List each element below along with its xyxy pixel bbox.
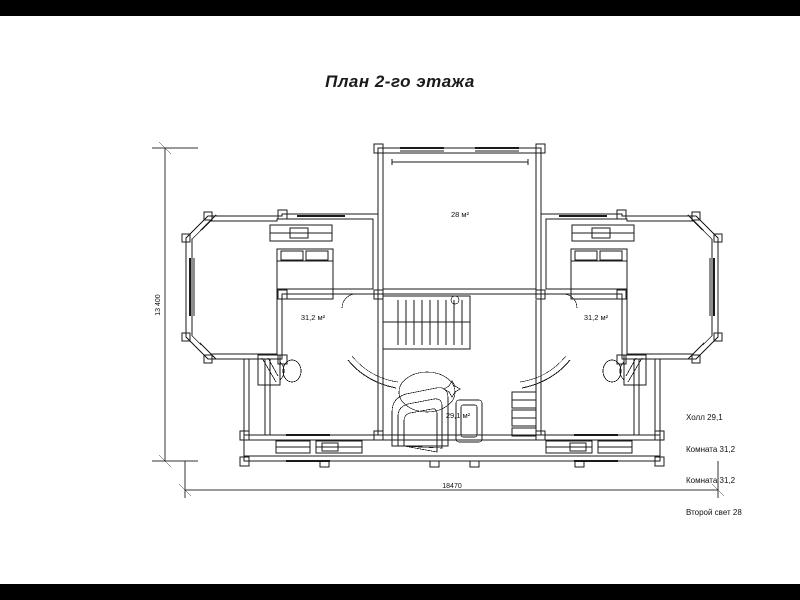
left-wing-walls (186, 214, 378, 359)
legend-line-hall: Холл 29,1 (686, 413, 723, 422)
lower-block-walls (244, 359, 660, 461)
legend-line-room-1: Комната 31,2 (686, 444, 736, 454)
bed-right (571, 225, 634, 299)
bottom-left-furniture (276, 441, 362, 453)
legend-line-room-2: Комната 31,2 (686, 476, 736, 485)
room-label-room-right: 31,2 м² (583, 313, 609, 322)
staircase (383, 296, 470, 349)
room-label-room-left: 31,2 м² (300, 313, 326, 322)
central-upper-block (378, 148, 541, 294)
room-legend (686, 392, 742, 539)
room-label-hall-lower: 29,1 м² (445, 411, 471, 420)
vertical-dimension-label: 13 400 (155, 294, 162, 316)
bottom-right-furniture (546, 441, 632, 453)
right-wing-walls (541, 214, 718, 359)
horizontal-dimension-label: 18470 (442, 483, 462, 490)
room-label-hall-upper: 28 м² (450, 210, 470, 219)
hall-curved-partitions (348, 356, 570, 388)
page-title: План 2-го этажа (325, 72, 475, 91)
legend-line-second-light: Второй свет 28 (686, 507, 742, 517)
bed-left (270, 225, 333, 299)
